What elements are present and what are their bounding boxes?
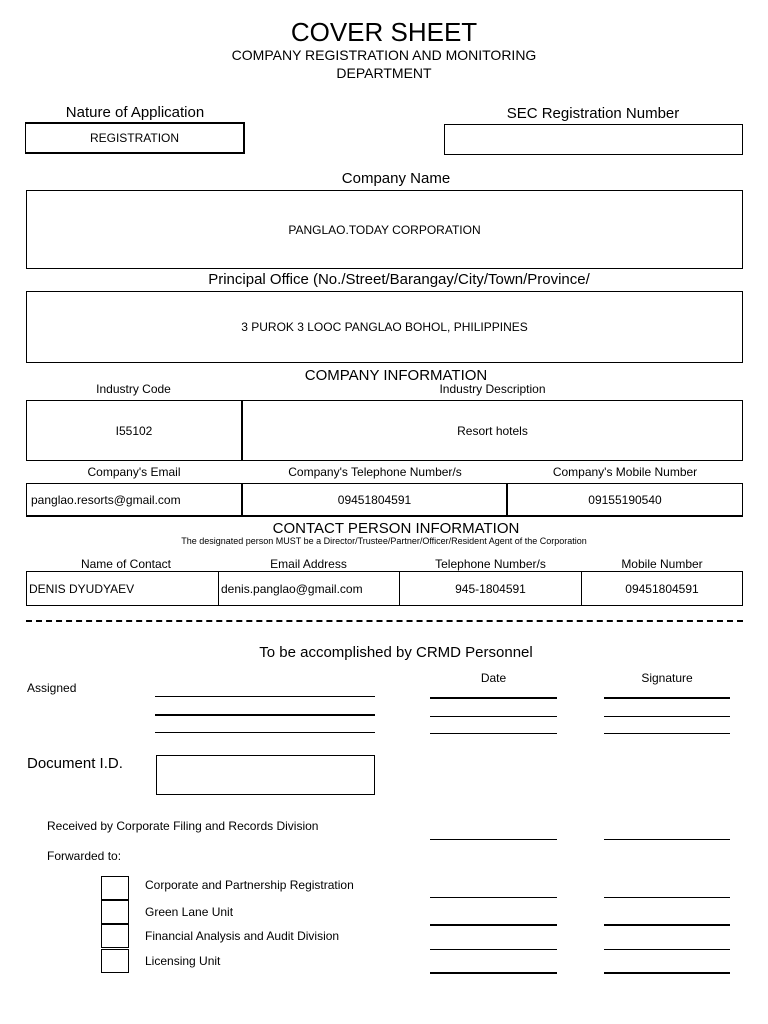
industry-description-label: Industry Description	[439, 382, 546, 396]
dashed-divider	[26, 620, 743, 622]
company-mobile-label: Company's Mobile Number	[552, 465, 698, 479]
document-id-field[interactable]	[156, 755, 375, 795]
assigned-signature-line-1[interactable]	[604, 697, 730, 699]
forward-signature-line-3[interactable]	[604, 949, 730, 950]
assigned-signature-line-3[interactable]	[604, 733, 730, 734]
contact-mobile-value: 09451804591	[625, 581, 699, 596]
forward-signature-line-2[interactable]	[604, 924, 730, 926]
company-information-heading: COMPANY INFORMATION	[304, 367, 488, 384]
forward-date-line-1[interactable]	[430, 897, 557, 898]
forward-signature-line-1[interactable]	[604, 897, 730, 898]
industry-code-value: I55102	[115, 423, 153, 438]
assigned-signature-line-2[interactable]	[604, 716, 730, 717]
company-email-field[interactable]	[26, 483, 243, 517]
company-name-label: Company Name	[341, 170, 451, 187]
contact-person-note: The designated person MUST be a Director/Trustee/Partner/Officer/Resident Agent of the Corporation	[181, 536, 587, 546]
contact-telephone-label: Telephone Number/s	[435, 557, 546, 571]
sec-registration-label: SEC Registration Number	[506, 105, 680, 122]
industry-code-label: Industry Code	[96, 382, 171, 396]
received-date-line[interactable]	[430, 839, 557, 840]
forward-date-line-3[interactable]	[430, 949, 557, 950]
forward-item-financial-analysis: Financial Analysis and Audit Division	[145, 929, 340, 943]
forward-date-line-4[interactable]	[430, 972, 557, 974]
forward-signature-line-4[interactable]	[604, 972, 730, 974]
company-mobile-value: 09155190540	[588, 492, 662, 507]
principal-office-value: 3 PUROK 3 LOOC PANGLAO BOHOL, PHILIPPINES	[241, 320, 528, 334]
contact-mobile-field[interactable]	[581, 571, 743, 606]
crmd-heading: To be accomplished by CRMD Personnel	[259, 644, 533, 661]
forward-checkbox-corporate-registration[interactable]	[101, 876, 129, 900]
contact-person-heading: CONTACT PERSON INFORMATION	[272, 520, 520, 537]
company-email-value: panglao.resorts@gmail.com	[31, 492, 181, 507]
assigned-label: Assigned	[27, 681, 77, 695]
company-telephone-value: 09451804591	[337, 492, 412, 507]
document-id-value	[157, 756, 374, 794]
company-telephone-label: Company's Telephone Number/s	[288, 465, 462, 479]
forward-checkbox-licensing-unit[interactable]	[101, 949, 129, 973]
sec-registration-field[interactable]	[444, 124, 743, 155]
nature-of-application-value: REGISTRATION	[89, 131, 180, 145]
assigned-line-1[interactable]	[155, 696, 375, 697]
assigned-date-line-2[interactable]	[430, 716, 557, 717]
contact-email-field[interactable]	[218, 571, 400, 606]
company-telephone-field[interactable]	[242, 483, 508, 517]
assigned-line-2[interactable]	[155, 714, 375, 716]
contact-email-value: denis.panglao@gmail.com	[221, 581, 363, 596]
company-name-value: PANGLAO.TODAY CORPORATION	[288, 223, 481, 237]
contact-email-label: Email Address	[270, 557, 347, 571]
nature-of-application-field[interactable]	[25, 122, 245, 154]
assigned-date-line-3[interactable]	[430, 733, 557, 734]
forward-item-green-lane: Green Lane Unit	[145, 905, 234, 919]
received-signature-line[interactable]	[604, 839, 730, 840]
document-id-label: Document I.D.	[27, 755, 123, 772]
industry-description-value: Resort hotels	[457, 423, 528, 438]
assigned-line-3[interactable]	[155, 732, 375, 733]
contact-name-label: Name of Contact	[80, 557, 172, 571]
received-by-label: Received by Corporate Filing and Records Division	[47, 819, 319, 833]
contact-telephone-value: 945-1804591	[455, 581, 526, 596]
industry-code-field[interactable]	[26, 400, 243, 461]
forward-item-corporate-registration: Corporate and Partnership Registration	[145, 878, 354, 892]
contact-name-field[interactable]	[26, 571, 219, 606]
industry-description-field[interactable]	[242, 400, 743, 461]
contact-telephone-field[interactable]	[399, 571, 582, 606]
page-subtitle-line1: COMPANY REGISTRATION AND MONITORING	[231, 47, 537, 63]
date-column-label: Date	[480, 671, 507, 685]
contact-name-value: DENIS DYUDYAEV	[29, 581, 135, 596]
principal-office-field[interactable]	[26, 291, 743, 363]
forward-item-licensing-unit: Licensing Unit	[145, 954, 221, 968]
forward-checkbox-green-lane[interactable]	[101, 900, 129, 924]
page-title: COVER SHEET	[290, 17, 478, 47]
page-subtitle-line2: DEPARTMENT	[336, 65, 432, 81]
company-name-field[interactable]	[26, 190, 743, 269]
company-mobile-field[interactable]	[507, 483, 743, 517]
sec-registration-value	[445, 125, 742, 154]
principal-office-label: Principal Office (No./Street/Barangay/City/Town/Province/	[208, 271, 590, 288]
contact-mobile-label: Mobile Number	[621, 557, 703, 571]
forwarded-to-label: Forwarded to:	[47, 849, 122, 863]
nature-of-application-label: Nature of Application	[65, 104, 205, 121]
signature-column-label: Signature	[641, 671, 693, 685]
forward-checkbox-financial-analysis[interactable]	[101, 924, 129, 948]
assigned-date-line-1[interactable]	[430, 697, 557, 699]
company-email-label: Company's Email	[87, 465, 181, 479]
forward-date-line-2[interactable]	[430, 924, 557, 926]
